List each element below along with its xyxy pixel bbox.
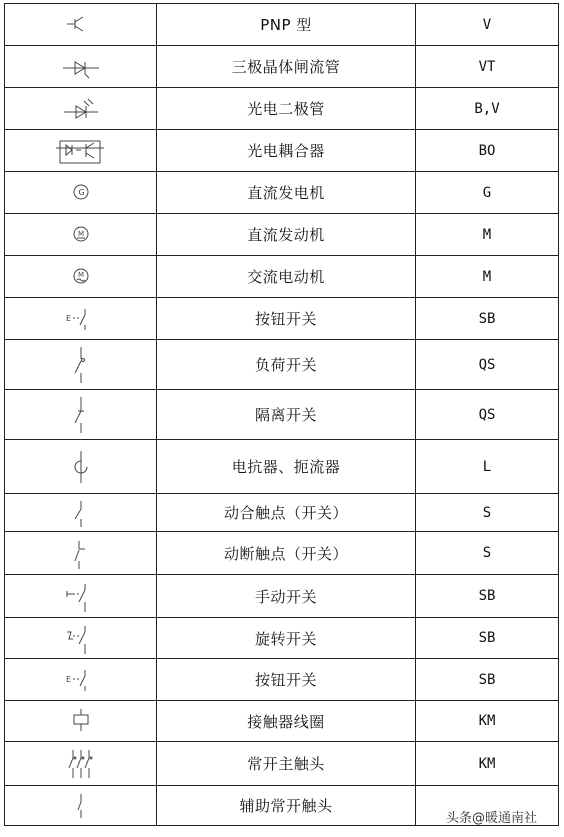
auxiliary-contact-no-icon (63, 790, 99, 822)
watermark: 头条@暖通南社 (446, 811, 538, 826)
designation-code: S (416, 494, 559, 532)
component-name: 直流发电机 (157, 172, 416, 214)
symbol-cell (5, 214, 157, 256)
designation-code: V (416, 4, 559, 46)
table-row (5, 4, 559, 46)
table-row (5, 440, 559, 494)
table-row (5, 214, 559, 256)
symbol-cell (5, 46, 157, 88)
designation-code: G (416, 172, 559, 214)
component-name: 按钮开关 (157, 298, 416, 340)
symbol-cell (5, 256, 157, 298)
designation-code: M (416, 256, 559, 298)
symbol-cell (5, 172, 157, 214)
table-row (5, 172, 559, 214)
designation-code: KM (416, 701, 559, 742)
table-row (5, 701, 559, 742)
component-name: 手动开关 (157, 575, 416, 618)
component-name: 光电二极管 (157, 88, 416, 130)
component-name: 负荷开关 (157, 340, 416, 390)
ac-motor-icon (63, 261, 99, 293)
component-name: PNP 型 (157, 4, 416, 46)
table-row (5, 88, 559, 130)
symbol-cell (5, 701, 157, 742)
component-name: 光电耦合器 (157, 130, 416, 172)
symbol-table (4, 3, 559, 826)
designation-code: M (416, 214, 559, 256)
designation-code: VT (416, 46, 559, 88)
symbol-cell (5, 494, 157, 532)
normally-open-contact-icon (63, 497, 99, 529)
symbol-cell (5, 618, 157, 659)
component-name: 直流发动机 (157, 214, 416, 256)
symbol-cell (5, 298, 157, 340)
push-button-switch-icon (63, 303, 99, 335)
component-name: 隔离开关 (157, 390, 416, 440)
table-row (5, 46, 559, 88)
designation-code: L (416, 440, 559, 494)
table-row (5, 130, 559, 172)
table-row (5, 494, 559, 532)
table-row (5, 575, 559, 618)
load-switch-icon (63, 343, 99, 387)
designation-code: S (416, 532, 559, 575)
designation-code: SB (416, 298, 559, 340)
symbol-cell (5, 575, 157, 618)
reactor-icon (63, 447, 99, 487)
dc-motor-icon (63, 219, 99, 251)
designation-code: SB (416, 659, 559, 701)
designation-code: B,V (416, 88, 559, 130)
svg-text:M: M (77, 229, 84, 238)
symbol-cell (5, 440, 157, 494)
symbol-cell (5, 88, 157, 130)
push-button-switch-icon (63, 664, 99, 696)
symbol-cell (5, 786, 157, 826)
designation-code: BO (416, 130, 559, 172)
table-row (5, 256, 559, 298)
symbol-cell (5, 4, 157, 46)
designation-code: SB (416, 575, 559, 618)
component-name: 旋转开关 (157, 618, 416, 659)
symbol-cell (5, 130, 157, 172)
component-name: 按钮开关 (157, 659, 416, 701)
component-name: 常开主触头 (157, 742, 416, 786)
svg-text:G: G (78, 187, 85, 197)
manual-switch-icon (63, 580, 99, 612)
designation-code: QS (416, 340, 559, 390)
table-row (5, 340, 559, 390)
symbol-cell (5, 390, 157, 440)
table-row (5, 659, 559, 701)
table-row (5, 390, 559, 440)
thyristor-icon (59, 53, 103, 81)
component-name: 动断触点（开关） (157, 532, 416, 575)
table-row (5, 742, 559, 786)
designation-code: QS (416, 390, 559, 440)
table-row (5, 298, 559, 340)
component-name: 动合触点（开关） (157, 494, 416, 532)
symbol-cell (5, 532, 157, 575)
optocoupler-icon (54, 135, 108, 167)
designation-code: SB (416, 618, 559, 659)
component-name: 电抗器、扼流器 (157, 440, 416, 494)
pnp-transistor-icon (63, 9, 99, 41)
svg-text:E: E (65, 313, 71, 323)
rotary-switch-icon (63, 622, 99, 654)
contactor-coil-icon (63, 705, 99, 737)
symbol-cell (5, 742, 157, 786)
main-contact-no-icon (65, 746, 97, 782)
svg-text:M: M (77, 270, 84, 279)
component-name: 三极晶体闸流管 (157, 46, 416, 88)
symbol-cell (5, 340, 157, 390)
dc-generator-icon (63, 177, 99, 209)
component-name: 接触器线圈 (157, 701, 416, 742)
table-row (5, 618, 559, 659)
designation-code: KM (416, 742, 559, 786)
svg-text:E: E (65, 674, 71, 684)
symbol-cell (5, 659, 157, 701)
table-row (5, 532, 559, 575)
normally-closed-contact-icon (63, 537, 99, 569)
component-name: 辅助常开触头 (157, 786, 416, 826)
photodiode-icon (60, 95, 102, 123)
component-name: 交流电动机 (157, 256, 416, 298)
disconnector-icon (63, 393, 99, 437)
